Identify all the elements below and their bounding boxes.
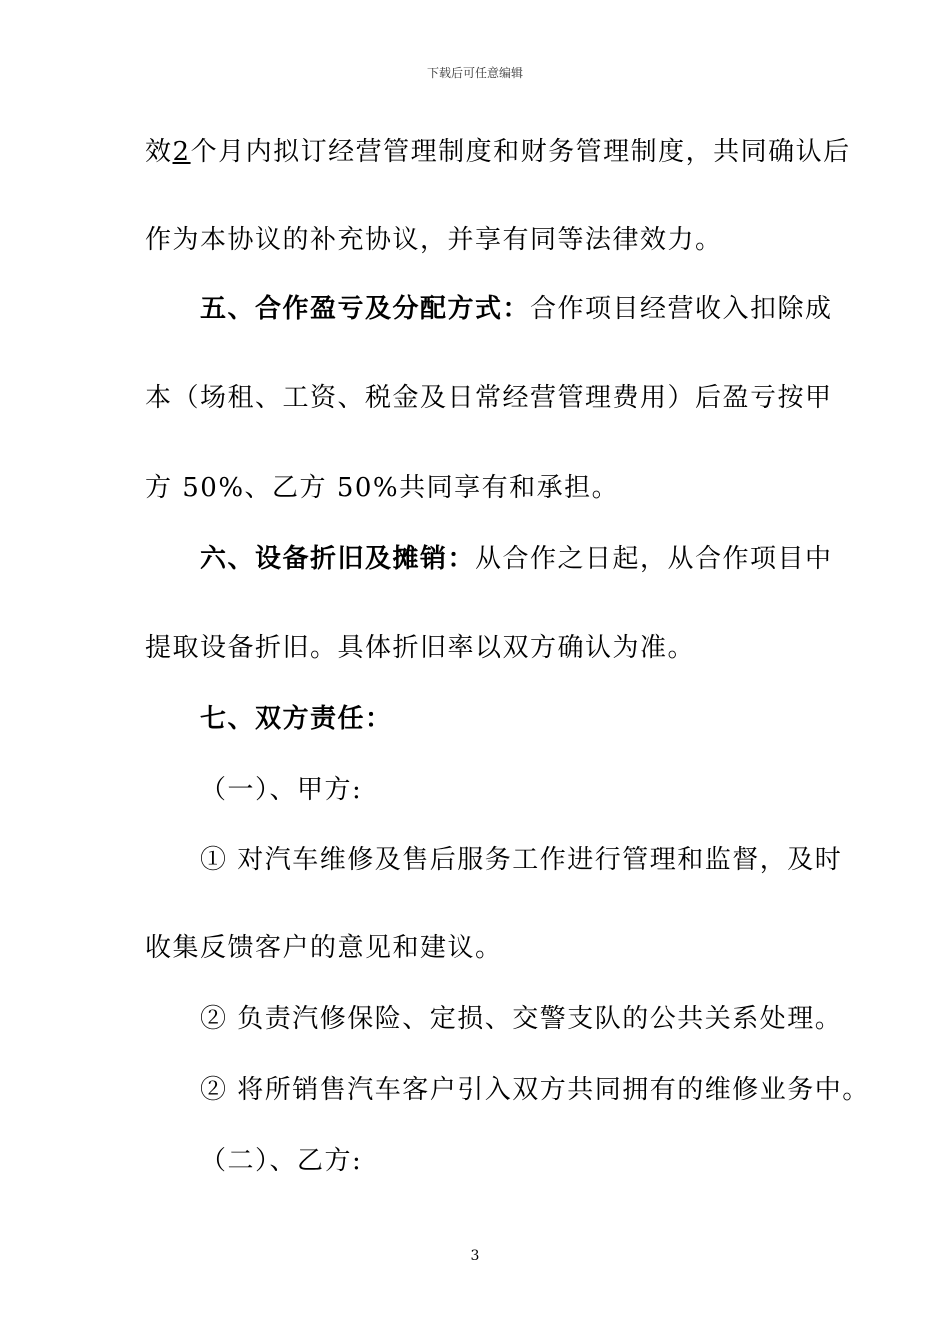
text: 效: [145, 137, 173, 167]
paragraph-line: 本（场租、工资、税金及日常经营管理费用）后盈亏按甲: [145, 383, 833, 413]
section-heading: 六、设备折旧及摊销：: [200, 544, 476, 574]
paragraph-line: [200, 543, 833, 575]
page-number: 3: [470, 1248, 480, 1264]
paragraph-line: [200, 293, 833, 325]
list-item: ② 将所销售汽车客户引入双方共同拥有的维修业务中。: [200, 1075, 870, 1105]
page-header: 下载后可任意编辑: [426, 66, 523, 80]
list-item: ① 对汽车维修及售后服务工作进行管理和监督，及时: [200, 845, 843, 875]
text: 合作项目经营收入扣除成: [530, 294, 833, 324]
paragraph-line: 提取设备折旧。具体折旧率以双方确认为准。: [145, 633, 696, 663]
text: 从合作之日起，从合作项目中: [475, 544, 833, 574]
list-item: ② 负责汽修保险、定损、交警支队的公共关系处理。: [200, 1004, 843, 1034]
subsection-heading: （二）、乙方:: [200, 1146, 363, 1176]
section-heading: 五、合作盈亏及分配方式：: [200, 294, 531, 324]
section-heading: 七、双方责任：: [200, 704, 393, 734]
text: 个月内拟订经营管理制度和财务管理制度，共同确认后: [190, 137, 851, 167]
paragraph-line: 方 50%、乙方 50%共同享有和承担。: [145, 473, 620, 503]
paragraph-line: 收集反馈客户的意见和建议。: [145, 933, 503, 963]
paragraph-line: [145, 136, 851, 168]
subsection-heading: （一）、甲方:: [200, 775, 363, 805]
paragraph-line: 作为本协议的补充协议，并享有同等法律效力。: [145, 225, 723, 255]
underlined-number: 2: [172, 137, 191, 167]
